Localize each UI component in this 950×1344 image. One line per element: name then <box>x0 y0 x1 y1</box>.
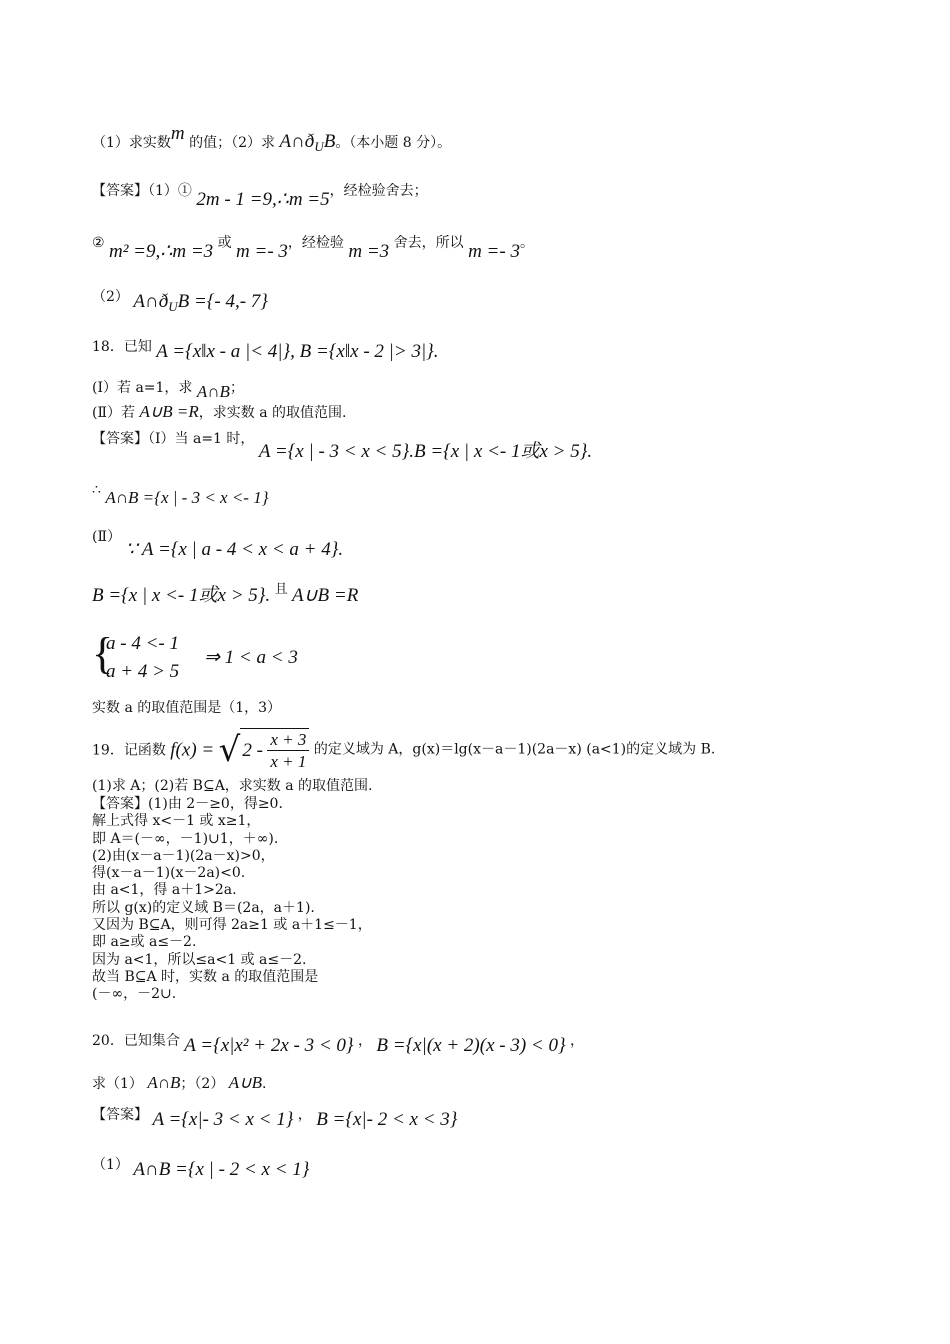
answer-18-range: 实数 a 的取值范围是（1，3） <box>92 700 282 716</box>
text: ， <box>297 1107 312 1123</box>
math: 2 - <box>242 739 263 761</box>
text: ；（2） <box>180 1076 225 1092</box>
text: (Ⅱ）若 <box>92 405 135 421</box>
answer-19-line: (－∞，－2∪. <box>92 986 177 1003</box>
text: 18．已知 <box>92 339 152 355</box>
answer-19-line: 得(x－a－1)(x－2a)<0. <box>92 865 246 882</box>
text: 【答案】 <box>92 1107 148 1123</box>
math: 2m - 1 =9,∴m =5 <box>196 189 330 210</box>
math: B ={x|- 2 < x < 3} <box>316 1109 458 1130</box>
math: m =- 3 <box>236 241 288 262</box>
answer-20-part1 <box>92 1152 310 1180</box>
math: A ={x‖x - a |< 4|}, B ={x‖x - 2 |> 3|}. <box>156 341 439 362</box>
answer-19-line: 即 a≥或 a≤－2. <box>92 934 197 951</box>
text: 20．已知集合 <box>92 1033 180 1049</box>
math-sub: U <box>314 138 324 154</box>
math: a + 4 > 5 <box>106 661 180 682</box>
math: ∵ A ={x | a - 4 < x < a + 4}. <box>125 539 344 560</box>
text: 【答案】（1）① <box>92 183 192 199</box>
text: 的定义域为 A，g(x)＝lg(x－a－1)(2a－x) (a<1)的定义域为 B. <box>313 741 716 758</box>
question-19 <box>92 728 715 772</box>
text: （2） <box>92 289 129 305</box>
text: ② <box>92 235 105 251</box>
answer-19-line: 又因为 B⊆A，则可得 2a≥1 或 a＋1≤－1， <box>92 917 372 934</box>
line-part1-question <box>92 123 452 155</box>
math: f(x) = <box>170 739 215 761</box>
math: A∪B <box>228 1073 263 1092</box>
text: 舍去，所以 <box>393 235 464 251</box>
text: ，经检验 <box>287 235 344 251</box>
math: A ={x | - 3 < x < 5}.B ={x | x <- 1或x > 5}. <box>258 441 593 462</box>
text: . <box>262 1076 267 1092</box>
math: ⇒ 1 < a < 3 <box>204 647 298 668</box>
answer-19-line: 解上式得 x<－1 或 x≥1， <box>92 813 261 830</box>
text: 求（1） <box>92 1076 143 1092</box>
line-answer-3 <box>92 284 268 314</box>
math: A∩B <box>147 1073 181 1092</box>
question-20-ask <box>92 1072 266 1094</box>
answer-18-union <box>92 584 358 608</box>
text: ∴ <box>92 482 101 498</box>
math: m =3 <box>348 241 390 262</box>
math-sub: U <box>168 298 178 314</box>
answer-19-line: 【答案】(1)由 2－≥0，得≥0. <box>92 796 283 812</box>
fraction-denominator: x + 1 <box>270 752 307 772</box>
text: ， <box>570 1033 585 1049</box>
text: 或 <box>217 235 232 251</box>
question-20 <box>92 1028 585 1056</box>
answer-19-line: 所以 g(x)的定义域 B＝(2a，a＋1). <box>92 899 315 916</box>
math: A∩B <box>196 382 230 401</box>
question-18-part2 <box>92 401 346 423</box>
answer-19-line: 即 A＝(－∞，－1)∪1，＋∞). <box>92 830 279 847</box>
math: A∩ð <box>279 131 315 152</box>
math: B ={- 4,- 7} <box>177 291 268 312</box>
math: A ={x|x² + 2x - 3 < 0} <box>184 1035 354 1056</box>
text: ， <box>357 1033 372 1049</box>
text: (Ⅰ）若 a=1，求 <box>92 380 193 396</box>
answer-18-part2 <box>92 524 344 560</box>
sqrt-icon: √ <box>218 730 241 770</box>
text: 。 <box>519 235 534 251</box>
question-18-part1 <box>92 376 244 401</box>
math: A∩ð <box>133 291 169 312</box>
text: ，求实数 a 的取值范围. <box>198 405 347 421</box>
answer-19-line: (2)由(x－a－1)(2a－x)>0， <box>92 847 275 864</box>
text: 【答案】（Ⅰ）当 a=1 时， <box>92 431 255 447</box>
math: m =- 3 <box>468 241 520 262</box>
math: A∪B =R <box>292 585 359 606</box>
math: A∩B ={x | - 2 < x < 1} <box>133 1159 310 1180</box>
math: a - 4 <- 1 <box>106 633 179 654</box>
answer-18-part1 <box>92 426 593 462</box>
question-19-parts: (1)求 A；(2)若 B⊆A，求实数 a 的取值范围. <box>92 778 373 794</box>
math: A∪B =R <box>139 402 199 421</box>
line-answer-2 <box>92 230 534 262</box>
question-18 <box>92 334 439 362</box>
text: （1） <box>92 1157 129 1173</box>
fraction <box>267 729 309 773</box>
text: 19．记函数 <box>92 742 166 759</box>
line-answer-1 <box>92 178 428 210</box>
math: B <box>323 131 336 152</box>
text: 的值；（2）求 <box>189 135 276 151</box>
math: A∩B ={x | - 3 < x <- 1} <box>105 488 269 507</box>
math: m² =9,∴m =3 <box>109 241 214 262</box>
sqrt-body <box>240 728 309 773</box>
answer-19-line: 故当 B⊆A 时，实数 a 的取值范围是 <box>92 968 319 985</box>
answer-19-line: 因为 a<1，所以≤a<1 或 a≤－2. <box>92 951 307 968</box>
text: 。（本小题 8 分）。 <box>335 135 452 151</box>
fraction-numerator: x + 3 <box>267 729 309 751</box>
text: ，经检验舍去； <box>329 183 428 199</box>
math: B ={x | x <- 1或x > 5}. <box>92 585 271 606</box>
answer-18-intersection <box>92 478 269 507</box>
math: m <box>170 123 185 144</box>
text: （1）求实数 <box>92 135 171 151</box>
answer-20 <box>92 1102 458 1130</box>
text: (Ⅱ） <box>92 529 121 545</box>
text: ； <box>229 380 244 396</box>
left-brace-icon: { <box>92 629 114 678</box>
answer-19-line: 由 a<1，得 a＋1>2a. <box>92 882 237 899</box>
math: A ={x|- 3 < x < 1} <box>152 1109 294 1130</box>
math: B ={x|(x + 2)(x - 3) < 0} <box>376 1035 566 1056</box>
answer-19-block <box>92 796 372 1004</box>
text: 且 <box>274 582 288 597</box>
